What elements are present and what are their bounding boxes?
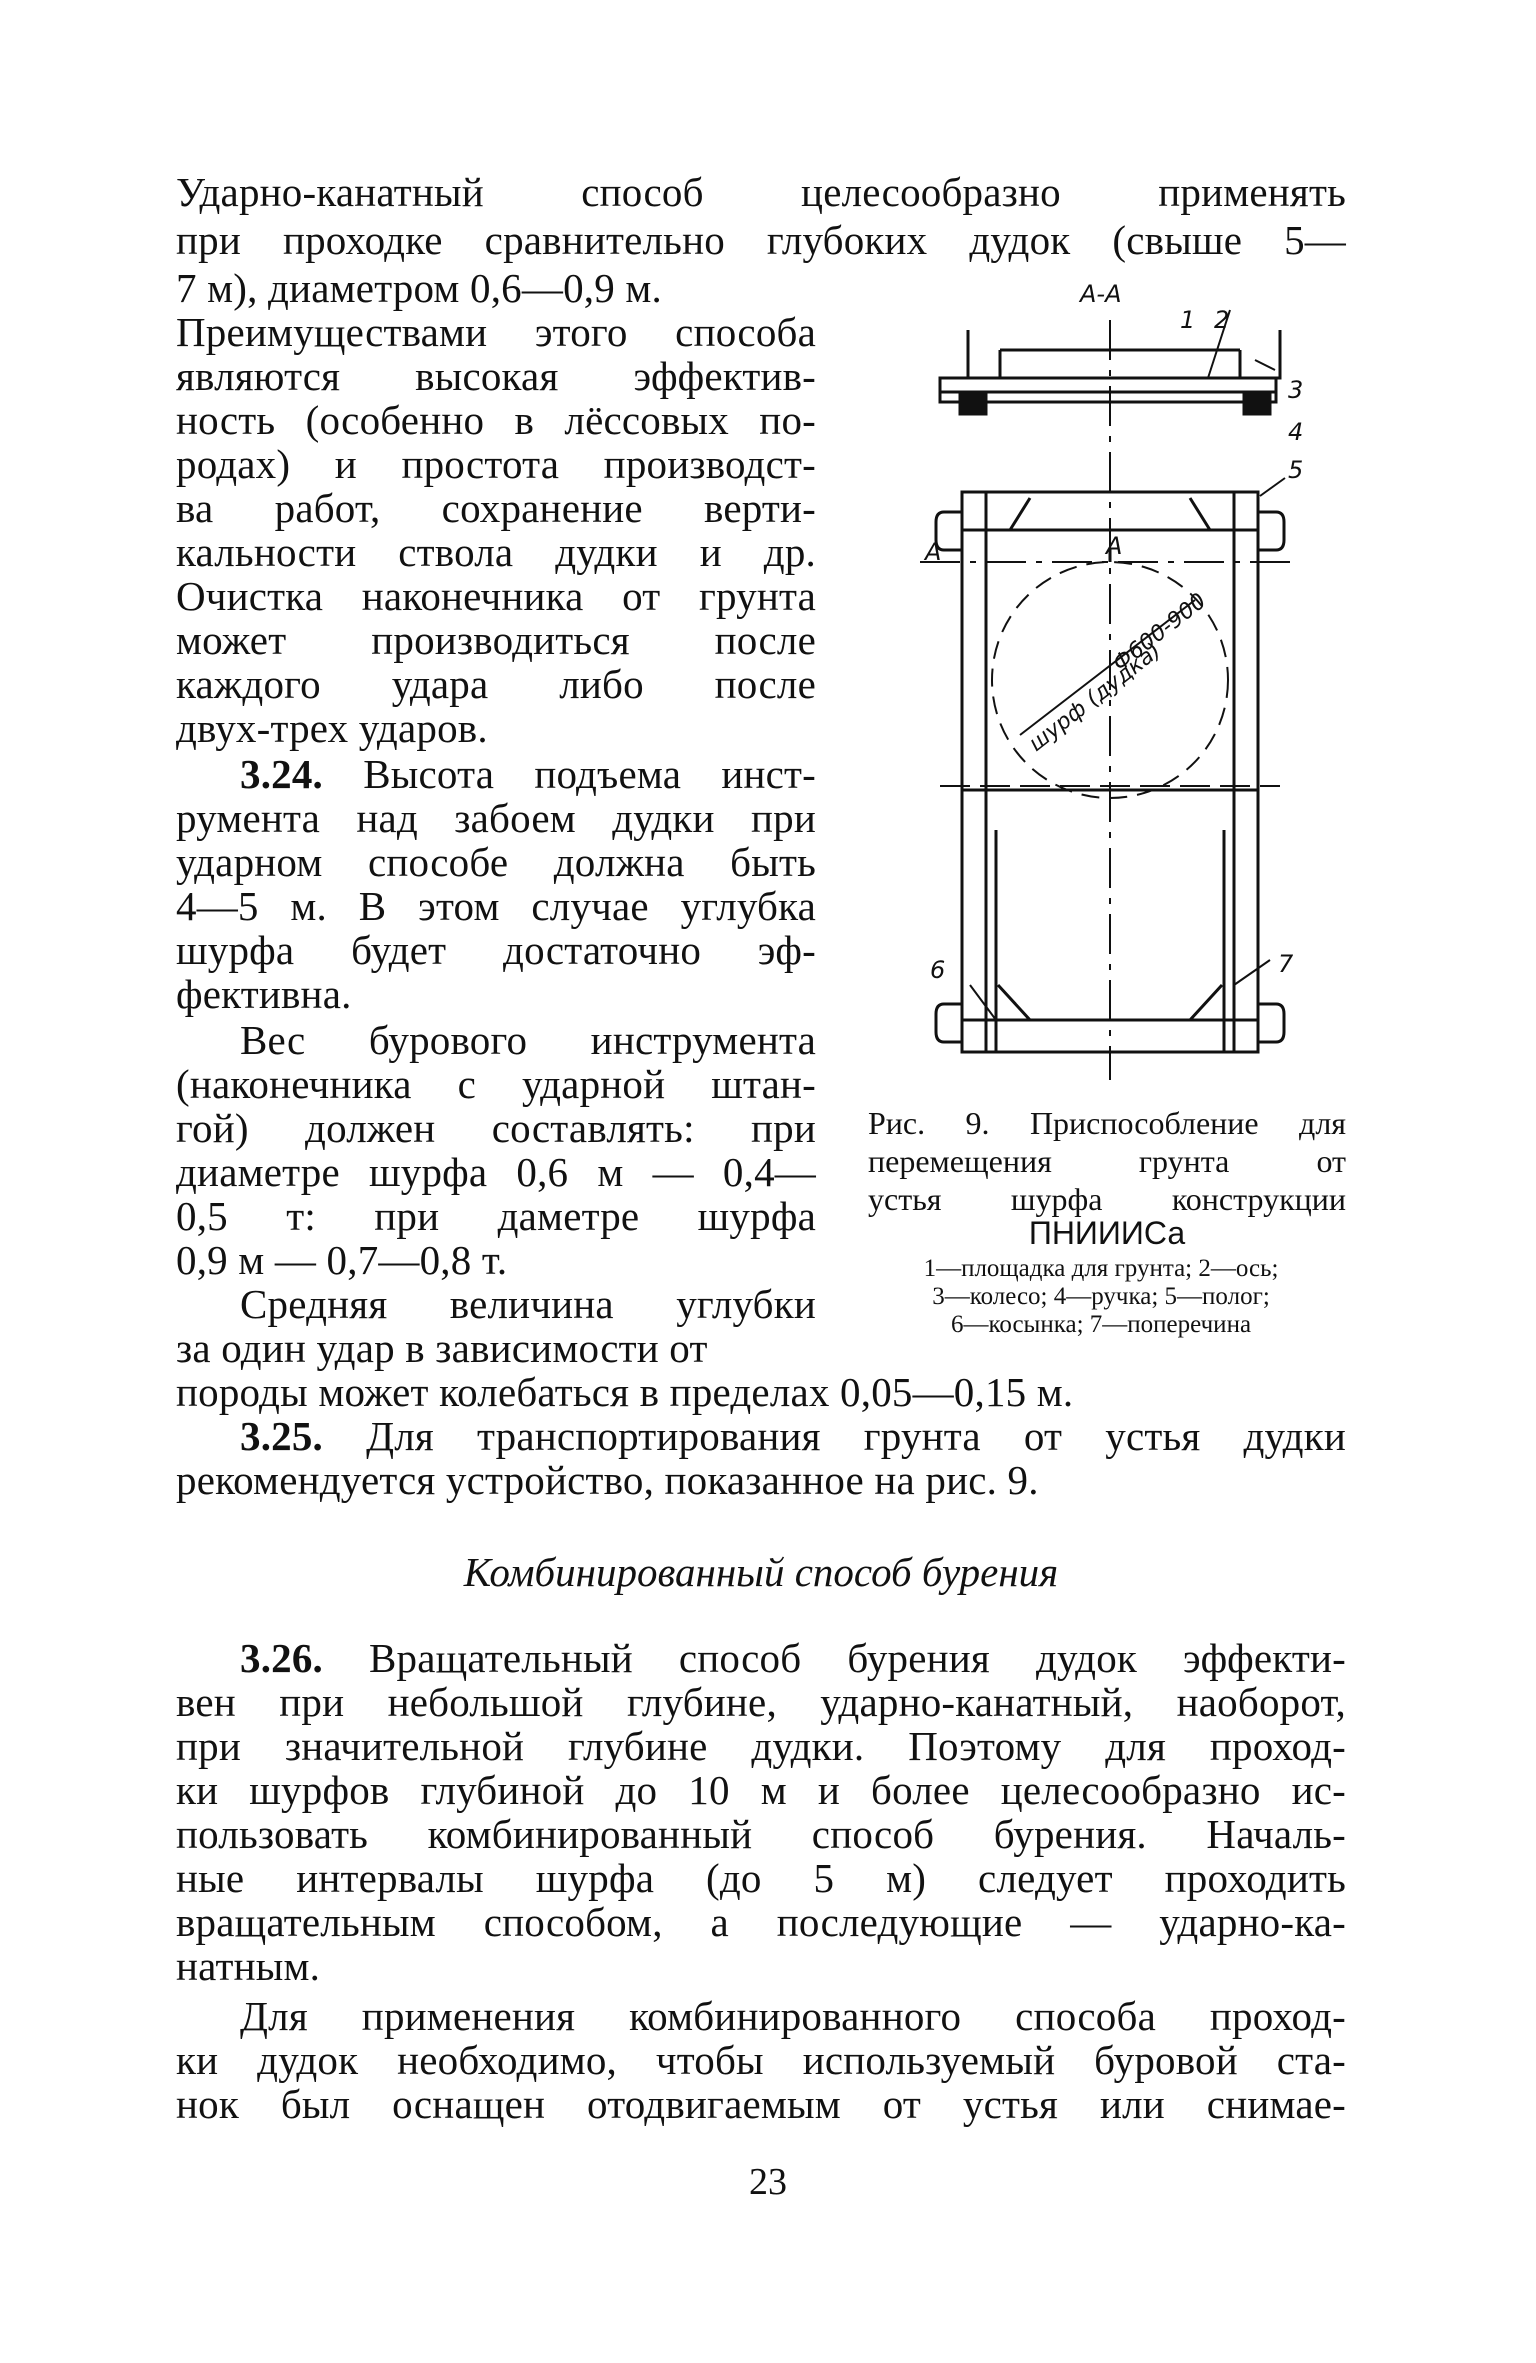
text-line: Ударно-канатный способ целесообразно применять <box>176 169 1346 215</box>
text-line: при значительной глубине дудки. Поэтому для проход- <box>176 1723 1346 1769</box>
figure-caption-line: устья шурфа конструкции <box>868 1181 1346 1217</box>
text-line: родах) и простота производст- <box>176 441 816 487</box>
text-line: ки шурфов глубиной до 10 м и более целесообразно ис- <box>176 1767 1346 1813</box>
text-line: породы может колебаться в пределах 0,05—0,15 м. <box>176 1369 1074 1415</box>
text-line: 0,5 т: при даметре шурфа <box>176 1193 816 1239</box>
figure-caption-line: ПНИИИСа <box>1028 1215 1186 1251</box>
section-heading: Комбинированный способ бурения <box>463 1549 1059 1595</box>
text-line: нок был оснащен отодвигаемым от устья или снимае- <box>176 2081 1346 2127</box>
callout-7: 7 <box>1278 950 1294 978</box>
text-span: Высота подъема инст- <box>363 751 816 797</box>
text-line: может производиться после <box>176 617 816 663</box>
text-line: 4—5 м. В этом случае углубка <box>176 883 816 929</box>
text-line: натным. <box>176 1943 321 1989</box>
clause-number: 3.26. <box>240 1635 323 1681</box>
text-line: Для применения комбинированного способа проход- <box>240 1993 1346 2039</box>
diameter-dimension: Ф600-900 <box>1108 588 1212 677</box>
text-line: рекомендуется устройство, показанное на рис. 9. <box>176 1457 1039 1503</box>
text-line: ударном способе должна быть <box>176 839 816 885</box>
text-line: шурфа будет достаточно эф- <box>176 927 816 973</box>
text-span: Вращательный способ бурения дудок эффекти- <box>369 1635 1346 1681</box>
section-label: А-А <box>1080 280 1122 308</box>
callout-4: 4 <box>1288 418 1304 446</box>
text-line: двух-трех ударов. <box>176 705 488 751</box>
hole-label: шурф (дудка) <box>1024 638 1167 757</box>
text-line: за один удар в зависимости от <box>176 1325 708 1371</box>
callout-1: 1 <box>1180 306 1196 334</box>
text-line: ва работ, сохранение верти- <box>176 485 816 531</box>
text-span: Для транспортирования грунта от устья дудки <box>366 1413 1346 1459</box>
text-line: (наконечника с ударной штан- <box>176 1061 816 1107</box>
figure-caption-line: Рис. 9. Приспособление для <box>868 1105 1346 1141</box>
callout-5: 5 <box>1288 456 1304 484</box>
section-mark-center: А <box>1106 532 1123 560</box>
text-line: Вес бурового инструмента <box>240 1017 816 1063</box>
clause-number: 3.24. <box>240 751 323 797</box>
page-number: 23 <box>749 2161 787 2203</box>
text-line: гой) должен составлять: при <box>176 1105 816 1151</box>
text-line: румента над забоем дудки при <box>176 795 816 841</box>
text-line: диаметре шурфа 0,6 м — 0,4— <box>176 1149 816 1195</box>
text-line: пользовать комбинированный способ бурения. Началь- <box>176 1811 1346 1857</box>
figure-legend-line: 6—косынка; 7—поперечина <box>950 1311 1252 1338</box>
figure-legend-line: 3—колесо; 4—ручка; 5—полог; <box>932 1283 1270 1310</box>
text-line: при проходке сравнительно глубоких дудок (свыше 5— <box>176 217 1346 263</box>
callout-3: 3 <box>1288 376 1304 404</box>
text-line: 7 м), диаметром 0,6—0,9 м. <box>176 265 662 311</box>
text-line: 0,9 м — 0,7—0,8 т. <box>176 1237 508 1283</box>
text-line: каждого удара либо после <box>176 661 816 707</box>
text-line: кальности ствола дудки и др. <box>176 529 816 575</box>
text-line: вращательным способом, а последующие — ударно-ка- <box>176 1899 1346 1945</box>
figure-caption-line: перемещения грунта от <box>868 1143 1346 1179</box>
text-line: ность (особенно в лёссовых по- <box>176 397 816 443</box>
figure-legend-line: 1—площадка для грунта; 2—ось; <box>923 1255 1279 1282</box>
text-line: Очистка наконечника от грунта <box>176 573 816 619</box>
callout-2: 2 <box>1214 306 1230 334</box>
clause-number: 3.25. <box>240 1413 323 1459</box>
text-line: ки дудок необходимо, чтобы используемый буровой ста- <box>176 2037 1346 2083</box>
text-line: вен при небольшой глубине, ударно-канатный, наоборот, <box>176 1679 1346 1725</box>
text-line: Средняя величина углубки <box>240 1281 816 1327</box>
text-line: фективна. <box>176 971 352 1017</box>
text-line: являются высокая эффектив- <box>176 353 816 399</box>
section-mark-left: А <box>925 538 942 566</box>
text-line: Преимуществами этого способа <box>176 309 816 355</box>
callout-6: 6 <box>930 956 946 984</box>
text-line: ные интервалы шурфа (до 5 м) следует проходить <box>176 1855 1346 1901</box>
